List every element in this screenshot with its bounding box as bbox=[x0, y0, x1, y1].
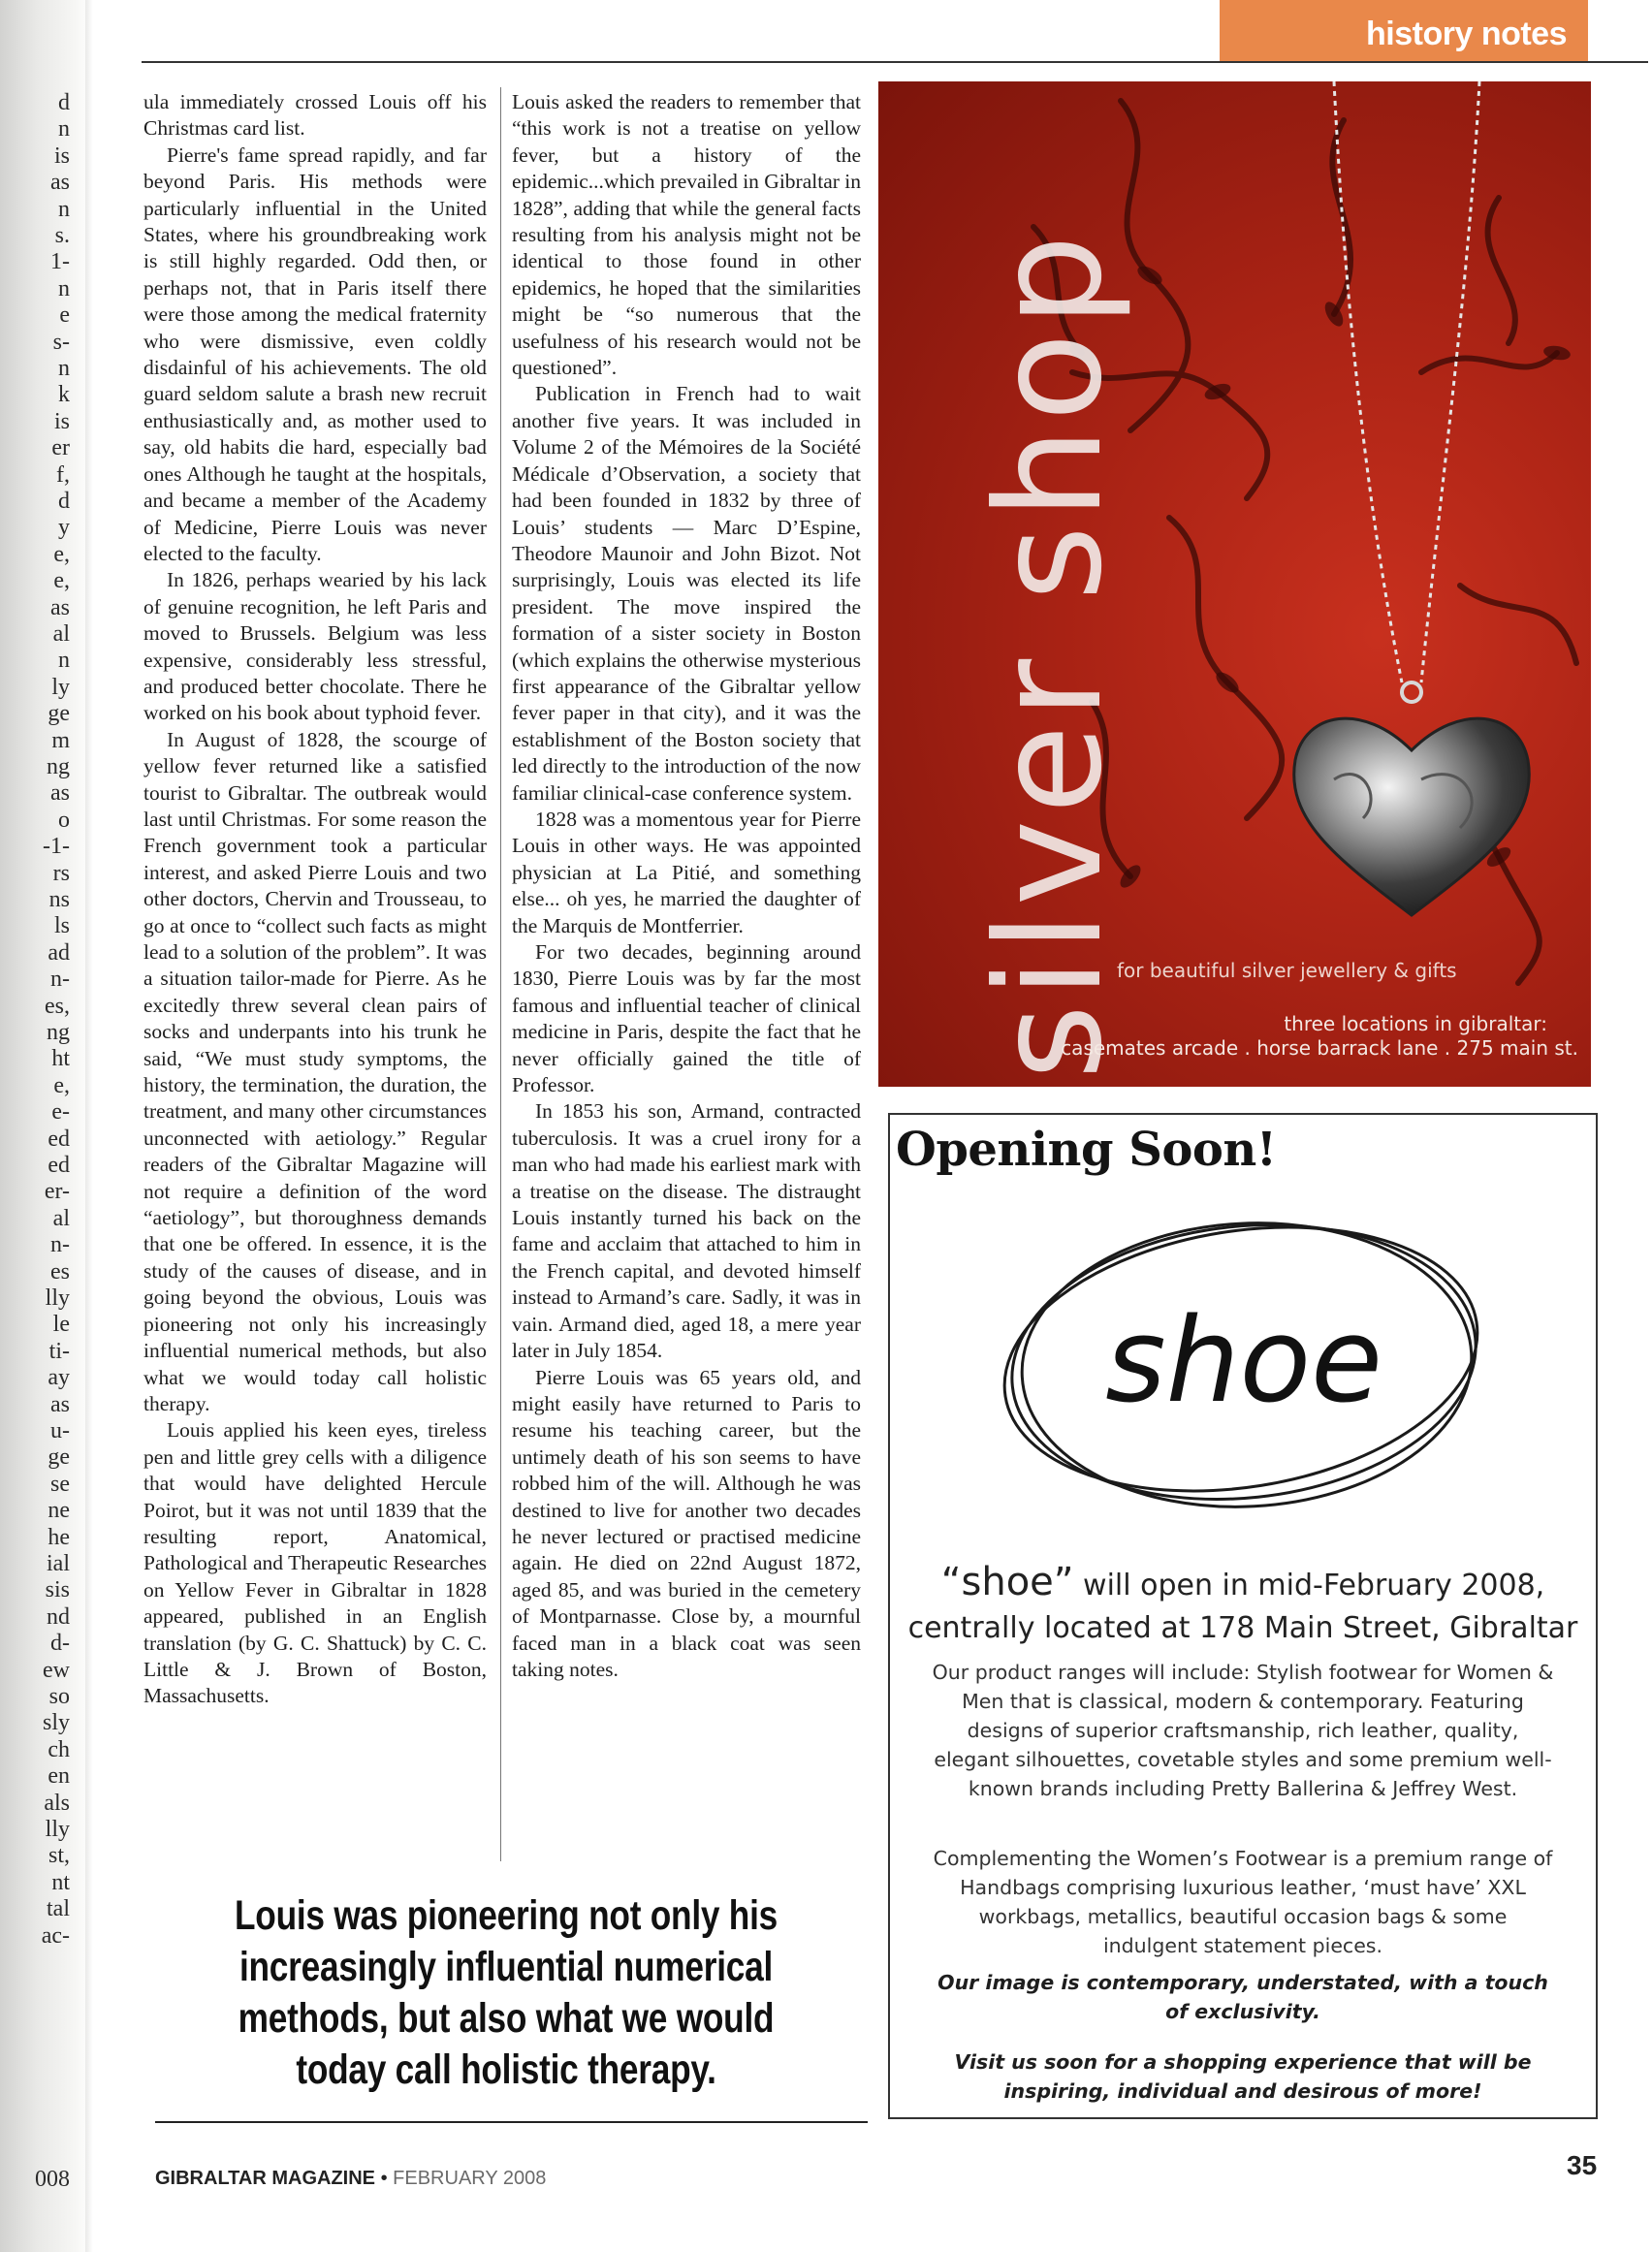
gutter-text-fragment: k bbox=[58, 382, 70, 408]
gutter-text-fragment: n- bbox=[50, 1232, 70, 1258]
gutter-text-fragment: f, bbox=[56, 461, 70, 488]
gutter-text-fragment: as bbox=[50, 780, 70, 807]
article-paragraph: Pierre Louis was 65 years old, and might easily have returned to Paris to resume his teaching career, but the untimely death of his son seems to have robbed him of the will. Although he was destined to live for another two decades he never lectured or practised medicine again. He died on 22nd August 1872, aged 85, and was buried in the cemetery of Montparnasse. Close by, a mournful faced man in a black coat was seen taking notes. bbox=[512, 1365, 861, 1681]
gutter-text-fragment: n bbox=[58, 275, 70, 301]
gutter-text-fragment: is bbox=[53, 143, 70, 169]
shoe-location: centrally located at 178 Main Street, Gibraltar bbox=[907, 1611, 1578, 1645]
article-paragraph: Louis asked the readers to remember that “this work is not a treatise on yellow fever, but a history of the epidemic...which prevailed in Gibraltar in 1828”, adding that while the general facts resulting from his analysis might not be identical to those found in other epidemics, he hoped that the similarities might be “so numerous that the usefulness of his research would not be questioned”. bbox=[512, 90, 861, 380]
gutter-text-fragment: tal bbox=[47, 1896, 70, 1922]
article-column-2 bbox=[512, 89, 861, 1683]
silver-shop-brand: silver shop bbox=[966, 228, 1134, 1080]
column-divider bbox=[500, 87, 501, 1861]
gutter-text-fragment: d bbox=[58, 489, 70, 514]
section-header-tab bbox=[1220, 0, 1588, 62]
gutter-text-fragment: ew bbox=[43, 1657, 70, 1683]
shoe-product-ranges: Our product ranges will include: Stylish footwear for Women & Men that is classical, modern & contemporary. Featuring designs of superior craftsmanship, rich leather, quality, elegant silhouettes, covetable styles and some premium well-known brands including Pretty Ballerina & Jeffrey West. bbox=[932, 1661, 1554, 1800]
gutter-text-fragment: lly bbox=[45, 1817, 70, 1842]
article-paragraph: Louis applied his keen eyes, tireless pen and little grey cells with a diligence that would have delighted Hercule Poirot, but it was not until 1839 that the resulting report, Anatomical, Pathological and Therapeutic Researches on Yellow Fever in Gibraltar in 1828 appeared, published in an English translation (by G. C. Shattuck) by C. C. Little & J. Brown of Boston, Massachusetts. bbox=[143, 1418, 487, 1708]
silver-shop-locations-heading: three locations in gibraltar: bbox=[1284, 1012, 1547, 1035]
gutter-text-fragment: ac- bbox=[41, 1922, 70, 1949]
gutter-text-fragment: er- bbox=[44, 1179, 70, 1205]
gutter-text-fragment: ge bbox=[48, 701, 70, 727]
gutter-text-fragment: ng bbox=[47, 1020, 70, 1045]
gutter-text-fragment: nd bbox=[47, 1603, 70, 1630]
shoe-opening-date: will open in mid-February 2008, bbox=[1073, 1569, 1545, 1602]
gutter-text-fragment: n- bbox=[50, 967, 70, 993]
adjacent-page-fragments bbox=[2, 0, 70, 2252]
gutter-text-fragment: 1- bbox=[50, 249, 70, 275]
gutter-text-fragment: ng bbox=[47, 754, 70, 779]
gutter-text-fragment: so bbox=[48, 1684, 70, 1709]
article-paragraph: For two decades, beginning around 1830, Pierre Louis was by far the most famous and influential teacher of clinical medicine in Paris, despite the fact that he never officially gained the title of Professor. bbox=[512, 940, 861, 1097]
gutter-text-fragment: ad bbox=[48, 939, 70, 966]
article-paragraph: ula immediately crossed Louis off his Christmas card list. bbox=[143, 90, 487, 141]
gutter-text-fragment: is bbox=[53, 408, 70, 434]
page-gutter bbox=[0, 0, 93, 2252]
gutter-text-fragment: al bbox=[52, 1205, 70, 1231]
gutter-text-fragment: n bbox=[58, 196, 70, 222]
gutter-text-fragment: es, bbox=[45, 993, 70, 1019]
gutter-text-fragment: ed bbox=[48, 1153, 70, 1178]
gutter-text-fragment: es bbox=[50, 1258, 70, 1285]
shoe-logo-text: shoe bbox=[1105, 1294, 1382, 1429]
gutter-text-fragment: st, bbox=[48, 1843, 70, 1869]
article-paragraph: 1828 was a momentous year for Pierre Louis in other ways. He was appointed physician at La Pitié, and something else... oh yes, he married the daughter of the Marquis de Montferrier. bbox=[512, 807, 861, 937]
gutter-text-fragment: ti- bbox=[48, 1338, 70, 1364]
gutter-text-fragment: e, bbox=[53, 568, 70, 594]
article-column-1 bbox=[143, 89, 487, 1710]
gutter-text-fragment: d bbox=[58, 90, 70, 115]
header-rule bbox=[142, 61, 1648, 63]
article-paragraph: In 1853 his son, Armand, contracted tuberculosis. It was a cruel irony for a man who had made his earliest mark with a treatise on the disease. The distraught Louis instantly turned his back on the fame and acclaim that attached to him in the French capital, and devoted himself instead to Armand’s care. Sadly, it was in vain. Armand died, aged 18, a mere year later in July 1854. bbox=[512, 1099, 861, 1363]
shoe-opening-info bbox=[890, 1561, 1596, 1650]
shoe-store-advert bbox=[888, 1113, 1598, 2119]
gutter-text-fragment: s- bbox=[52, 329, 70, 355]
gutter-text-fragment: ly bbox=[51, 674, 70, 700]
silver-shop-tagline: for beautiful silver jewellery & gifts bbox=[1117, 959, 1457, 982]
gutter-text-fragment: ial bbox=[47, 1551, 70, 1576]
gutter-text-fragment: he bbox=[48, 1524, 70, 1550]
shoe-visit-invite: Visit us soon for a shopping experience that will be inspiring, individual and desirous of more! bbox=[954, 2050, 1532, 2103]
gutter-text-fragment: n bbox=[58, 648, 70, 674]
gutter-text-fragment: sly bbox=[42, 1710, 70, 1736]
gutter-text-fragment: rs bbox=[52, 860, 70, 886]
gutter-text-fragment: ne bbox=[48, 1498, 70, 1524]
gutter-text-fragment: e bbox=[59, 302, 70, 329]
gutter-text-fragment: o bbox=[58, 807, 70, 833]
gutter-text-fragment: en bbox=[48, 1763, 70, 1790]
gutter-text-fragment: lly bbox=[45, 1285, 70, 1311]
gutter-text-fragment: er bbox=[51, 435, 70, 461]
shoe-handbags-info: Complementing the Women’s Footwear is a premium range of Handbags comprising luxurious leather, ‘must have’ XXL workbags, metallics, beautiful occasion bags & some indulgent statement pieces. bbox=[933, 1847, 1553, 1957]
article-paragraph: Publication in French had to wait another five years. It was included in Volume 2 of the Mémoires de la Société Médicale d’Observation, a society that had been founded in 1832 by three of Louis’ students — Marc D’Espine, Theodore Maunoir and John Bizot. Not surprisingly, Louis was elected its life president. The move inspired the formation of a sister society in Boston (which explains the otherwise mysterious first appearance of the Gibraltar yellow fever paper in that city), and it was the establishment of the Boston society that led directly to the introduction of the now familiar clinical-case conference system. bbox=[512, 382, 861, 805]
gutter-text-fragment: u- bbox=[50, 1418, 70, 1443]
gutter-text-fragment: ay bbox=[48, 1365, 70, 1391]
footer-magazine-info bbox=[155, 2168, 546, 2190]
pull-quote: Louis was pioneering not only his increasingly influential numerical methods, but also what we would today call holistic therapy. bbox=[234, 1892, 778, 2093]
shoe-brand-name: “shoe” bbox=[940, 1560, 1074, 1604]
gutter-text-fragment: n bbox=[58, 356, 70, 381]
gutter-text-fragment: ls bbox=[53, 913, 70, 939]
gutter-text-fragment: e, bbox=[53, 541, 70, 567]
article-paragraph: In 1826, perhaps wearied by his lack of genuine recognition, he left Paris and moved to Brussels. Belgium was less expensive, considerably less stressful, and produced better chocolate. There he worked on his book about typhoid fever. bbox=[143, 568, 487, 725]
gutter-text-fragment: m bbox=[51, 727, 70, 753]
gutter-text-fragment: as bbox=[50, 594, 70, 620]
footer-issue-date: FEBRUARY 2008 bbox=[393, 2168, 547, 2189]
gutter-text-fragment: nt bbox=[51, 1869, 70, 1895]
gutter-text-fragment: se bbox=[50, 1471, 70, 1497]
gutter-text-fragment: le bbox=[52, 1312, 70, 1338]
silver-shop-locations: casemates arcade . horse barrack lane . 275 main st. bbox=[1061, 1036, 1578, 1060]
page-fold-shadow bbox=[85, 0, 93, 2252]
gutter-text-fragment: as bbox=[50, 1391, 70, 1417]
gutter-text-fragment: e, bbox=[53, 1072, 70, 1098]
footer-magazine-name: GIBRALTAR MAGAZINE bbox=[155, 2168, 376, 2189]
article-paragraph: In August of 1828, the scourge of yellow fever returned like a satisfied tourist to Gibraltar. The outbreak would last until Christmas. For some reason the French government took a particular interest, and asked Pierre Louis and two other doctors, Chervin and Trousseau, to go at once to “collect such facts as might lead to a solution of the problem”. It was a situation tailor-made for Pierre. As he excitedly threw several clean pairs of socks and underpants into his trunk he said, “We must study symptoms, the history, the termination, the duration, the treatment, and many other circumstances unconnected with aetiology.” Regular readers of the Gibraltar Magazine will not require a definition of the word “aetiology”, but thoroughness demands that one be offered. In essence, it is the study of the causes of disease, and in going beyond the obvious, Louis was pioneering not only his increasingly influential numerical methods, but also what we would today call holistic therapy. bbox=[143, 727, 487, 1415]
article-paragraph: Pierre's fame spread rapidly, and far beyond Paris. His methods were particularly influential in the United States, where his groundbreaking work is still highly regarded. Odd then, or perhaps not, that in Paris itself there were those among the medical fraternity who were dismissive, even coldly disdainful of his achievements. The old guard seldom salute a brash new recruit enthusiastically and, as mother used to say, old habits die hard, especially bad ones Although he taught at the hospitals, and became a member of the Academy of Medicine, Pierre Louis was never elected to the faculty. bbox=[143, 143, 487, 565]
gutter-text-fragment: e- bbox=[51, 1099, 70, 1126]
page-number: 35 bbox=[1567, 2150, 1598, 2180]
gutter-text-fragment: as bbox=[50, 170, 70, 196]
silver-chain bbox=[1334, 81, 1479, 682]
gutter-text-fragment: al bbox=[52, 621, 70, 647]
gutter-text-fragment: ht bbox=[51, 1046, 70, 1072]
footer-rule bbox=[155, 2121, 868, 2123]
gutter-text-fragment: ch bbox=[48, 1736, 70, 1762]
gutter-text-fragment: sis bbox=[45, 1577, 70, 1603]
gutter-text-fragment: d- bbox=[50, 1631, 70, 1657]
footer-separator: • bbox=[380, 2168, 388, 2189]
gutter-text-fragment: -1- bbox=[43, 834, 70, 860]
gutter-text-fragment: n bbox=[58, 116, 70, 143]
gutter-text-fragment: 008 bbox=[35, 2167, 70, 2192]
gutter-text-fragment: als bbox=[44, 1790, 70, 1816]
gutter-text-fragment: ns bbox=[48, 887, 70, 912]
shoe-image-statement: Our image is contemporary, understated, with a touch of exclusivity. bbox=[937, 1971, 1548, 2023]
gutter-text-fragment: ge bbox=[48, 1444, 70, 1471]
gutter-text-fragment: y bbox=[58, 515, 70, 541]
shoe-ad-heading: Opening Soon! bbox=[896, 1123, 1277, 1177]
heart-pendant-image bbox=[1294, 682, 1530, 915]
silver-shop-advert bbox=[878, 81, 1591, 1087]
gutter-text-fragment: s. bbox=[54, 223, 70, 248]
shoe-logo bbox=[997, 1202, 1491, 1522]
section-title: history notes bbox=[1366, 16, 1567, 52]
gutter-text-fragment: ed bbox=[48, 1126, 70, 1152]
